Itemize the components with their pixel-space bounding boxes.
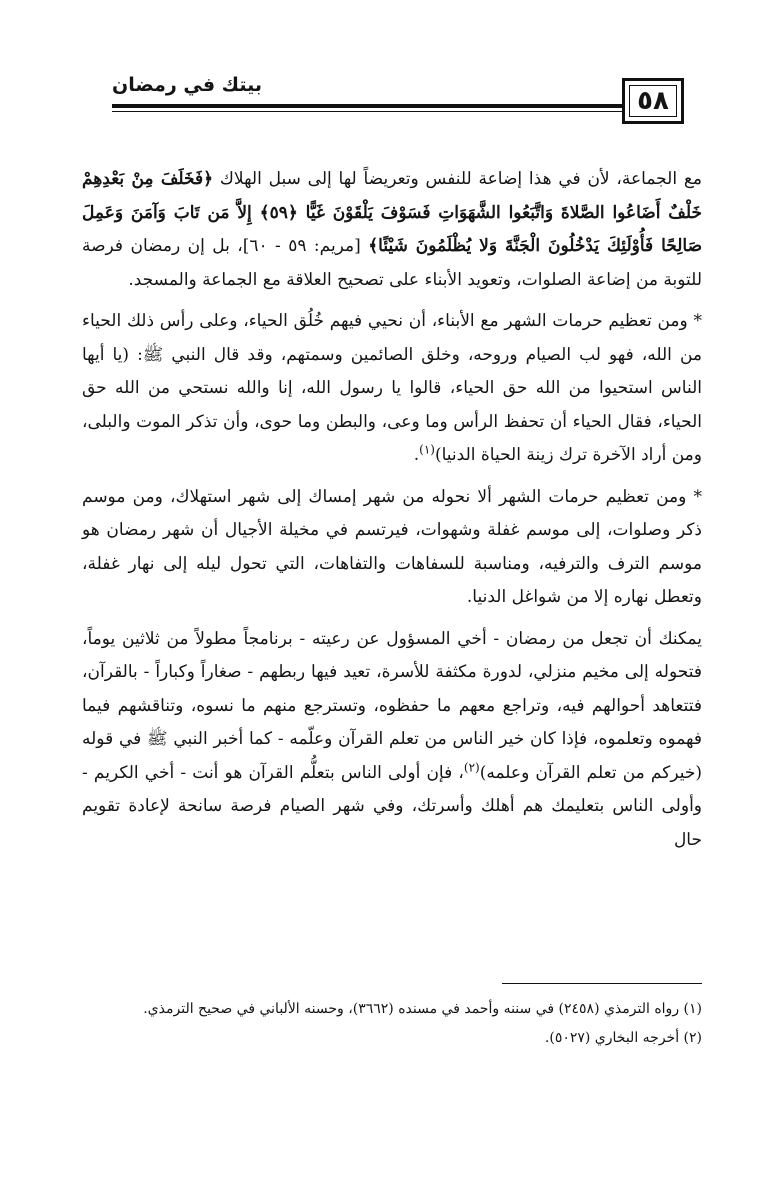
paragraph-3 [82,481,702,615]
paragraph-1 [82,163,702,297]
paragraph-4-end: ، فإن أولى الناس بتعلُّم القرآن هو أنت - أخي الكريم - وأولى الناس بتعليمك هم أهلك وأسرتك، وفي شهر الصيام فرصة سانحة لإعادة تقويم حال [82,762,702,850]
footnote-1: (١) رواه الترمذي (٢٤٥٨) في سننه وأحمد في مسنده (٣٦٦٢)، وحسنه الألباني في صحيح الترمذي. [143,1001,702,1017]
paragraph-2-end: . [413,445,420,465]
paragraph-3-text: * ومن تعظيم حرمات الشهر ألا نحوله من شهر إمساك إلى شهر استهلاك، ومن موسم ذكر وصلوات، إلى موسم غفلة وشهوات، فيرتسم في مخيلة الأجيال أن شهر رمضان هو موسم الترف والترفيه، ومناسبة للسفاهات والتفاهات، التي تحول ليله إلى نهار غفلة، وتعطل نهاره إلا من شواغل الدنيا. [82,486,702,607]
header-rule [112,104,624,108]
footnotes [82,995,702,1053]
paragraph-1-text: مع الجماعة، لأن في هذا إضاعة للنفس وتعريضاً لها إلى سبل الهلاك [219,169,703,189]
running-title: بيتك في رمضان [112,74,263,96]
paragraph-2 [82,305,702,473]
quran-verse: ﴿فَخَلَفَ مِنْ بَعْدِهِمْ خَلْفٌ أَضَاعُوا الصَّلاةَ وَاتَّبَعُوا الشَّهَوَاتِ فَسَوْفَ يَلْقَوْنَ غَيًّا ﴿٥٩﴾ إِلاَّ مَن تَابَ وَآمَنَ وَعَمِلَ صَالِحًا فَأُوْلَئِكَ يَدْخُلُونَ الْجَنَّةَ وَلا يُظْلَمُونَ شَيْئًا﴾ [82,169,703,256]
footnote-rule [502,983,702,984]
footnote-2: (٢) أخرجه البخاري (٥٠٢٧). [544,1030,702,1046]
page-number: ٥٨ [622,78,684,124]
footnote-marker-1: (١) [419,442,435,457]
footnote-marker-2: (٢) [463,759,480,774]
paragraph-4 [82,623,702,858]
paragraph-4-text: يمكنك أن تجعل من رمضان - أخي المسؤول عن رعيته - برنامجاً مطولاً من ثلاثين يوماً، فتحوله إلى مخيم منزلي، لدورة مكثفة للأسرة، تعيد فيها ربطهم - صغاراً وكباراً - بالقرآن، فتتعاهد أحوالهم فيه، وتراجع معهم ما حفظوه، وتسترجع منهم ما نسوه، وتناقشهم فيما فهموه وتعلموه، فإذا كان خير الناس من تعلم القرآن وعلّمه - كما أخبر النبي ﷺ في قوله (خيركم من تعلم القرآن وعلمه) [82,628,702,783]
paragraph-1-continued: [مريم: ٥٩ - ٦٠]، بل إن رمضان فرصة للتوبة من إضاعة الصلوات، وتعويد الأبناء على تصحيح العلاقة مع الجماعة والمسجد. [82,236,702,290]
paragraph-2-text: * ومن تعظيم حرمات الشهر مع الأبناء، أن نحيي فيهم خُلُق الحياء، وعلى رأس ذلك الحياء من الله، فهو لب الصيام وروحه، وخلق الصائمين وسمتهم، وقد قال النبي ﷺ: (يا أيها الناس استحيوا من الله حق الحياء، قالوا يا رسول الله، إنا والله نستحي من الله حق الحياء، فقال الحياء أن تحفظ الرأس وما وعى، والبطن وما حوى، وأن تذكر الموت والبلى، ومن أراد الآخرة ترك زينة الحياة الدنيا) [82,311,702,465]
main-text [82,163,702,865]
header-rule-thin [112,111,624,112]
